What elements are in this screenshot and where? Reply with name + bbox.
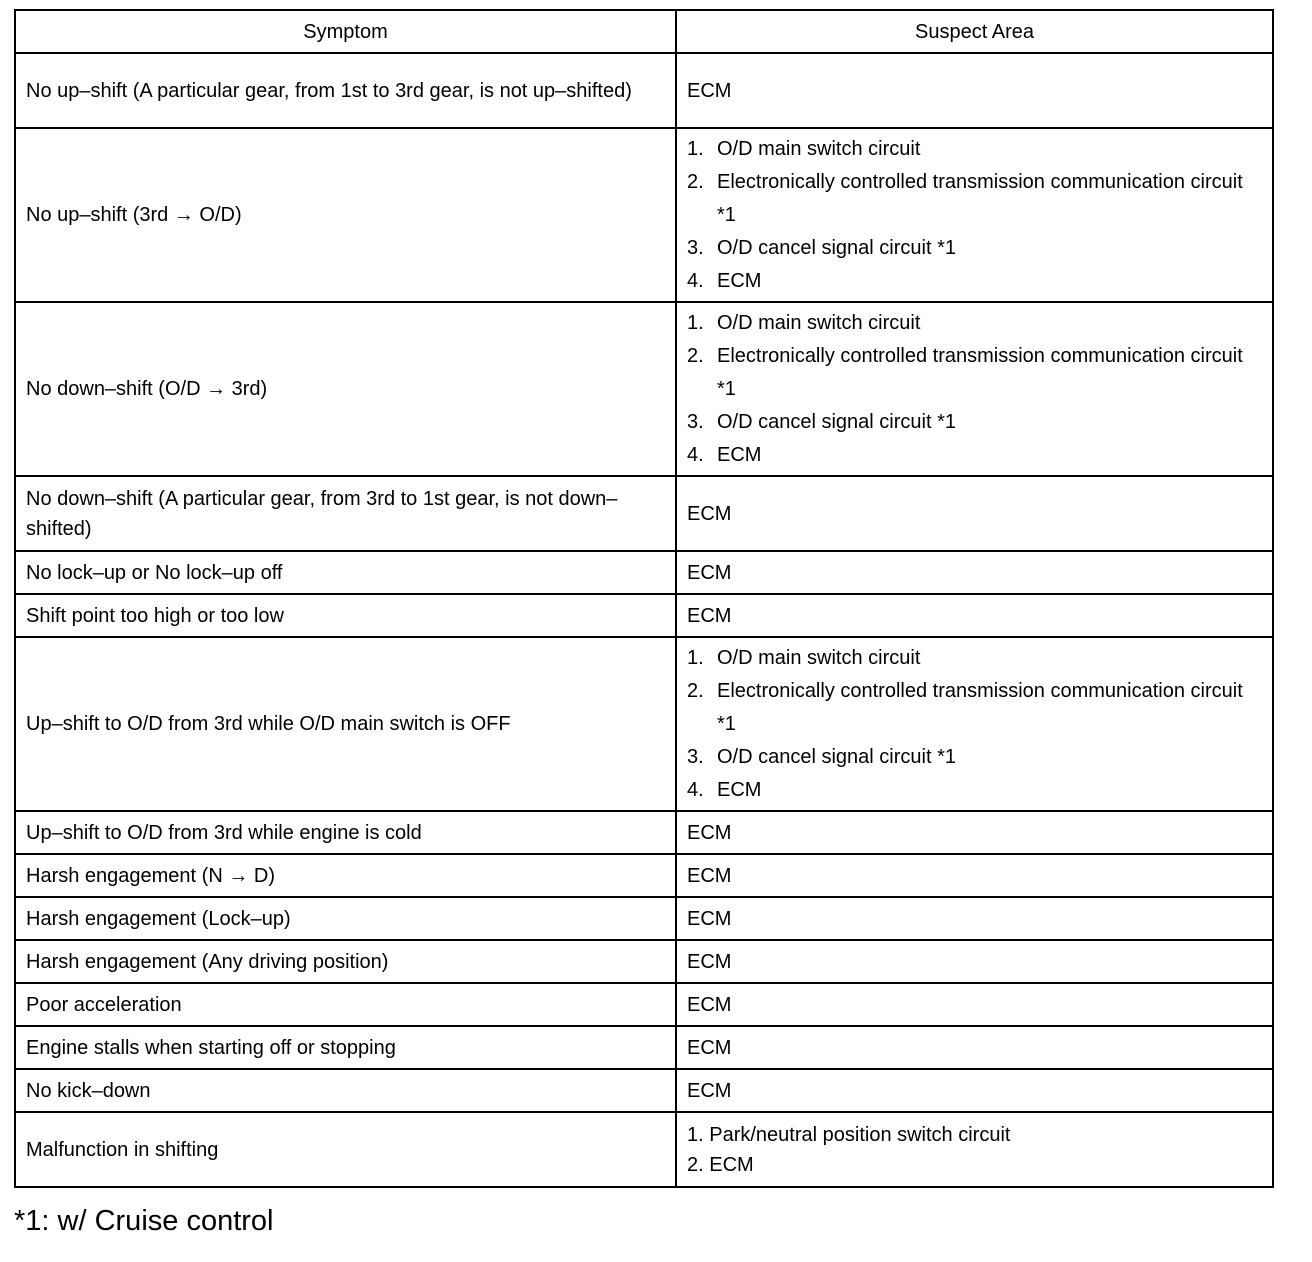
- symptom-cell: Poor acceleration: [15, 983, 676, 1026]
- symptom-cell: Up–shift to O/D from 3rd while O/D main switch is OFF: [15, 637, 676, 811]
- symptom-table: [14, 9, 1274, 1188]
- table-row: [15, 811, 1273, 854]
- table-row: [15, 302, 1273, 476]
- suspect-cell: [676, 1112, 1273, 1187]
- symptom-cell: No kick–down: [15, 1069, 676, 1112]
- symptom-cell: Shift point too high or too low: [15, 594, 676, 637]
- list-item: 2. Electronically controlled transmission communication circuit *1: [687, 344, 1243, 400]
- table-row: [15, 476, 1273, 551]
- symptom-cell: No up–shift (3rd → O/D): [15, 128, 676, 302]
- list-item: 3. O/D cancel signal circuit *1: [687, 745, 956, 768]
- symptom-cell: No down–shift (O/D → 3rd): [15, 302, 676, 476]
- list-item: 1. O/D main switch circuit: [687, 311, 921, 334]
- header-symptom: Symptom: [15, 10, 676, 53]
- suspect-cell: ECM: [676, 594, 1273, 637]
- list-item: 2. Electronically controlled transmission communication circuit *1: [687, 170, 1243, 226]
- list-item: 3. O/D cancel signal circuit *1: [687, 236, 956, 259]
- suspect-cell: [676, 637, 1273, 811]
- list-item: 1. Park/neutral position switch circuit: [687, 1123, 1011, 1146]
- suspect-list: [687, 1120, 1262, 1180]
- symptom-cell: No up–shift (A particular gear, from 1st to 3rd gear, is not up–shifted): [15, 53, 676, 128]
- symptom-cell: Harsh engagement (N → D): [15, 854, 676, 897]
- symptom-cell: Harsh engagement (Lock–up): [15, 897, 676, 940]
- suspect-list: [687, 642, 1262, 807]
- suspect-list: [687, 307, 1262, 472]
- list-item: 4. ECM: [687, 269, 762, 292]
- list-item: 1. O/D main switch circuit: [687, 646, 921, 669]
- table-row: [15, 551, 1273, 594]
- list-item: 2. ECM: [687, 1153, 754, 1176]
- symptom-cell: Malfunction in shifting: [15, 1112, 676, 1187]
- list-item: 3. O/D cancel signal circuit *1: [687, 410, 956, 433]
- suspect-cell: ECM: [676, 983, 1273, 1026]
- table-row: [15, 1069, 1273, 1112]
- table-row: [15, 854, 1273, 897]
- symptom-cell: No down–shift (A particular gear, from 3rd to 1st gear, is not down–shifted): [15, 476, 676, 551]
- header-suspect-area: Suspect Area: [676, 10, 1273, 53]
- symptom-cell: No lock–up or No lock–up off: [15, 551, 676, 594]
- suspect-cell: ECM: [676, 854, 1273, 897]
- symptom-cell: Engine stalls when starting off or stopping: [15, 1026, 676, 1069]
- table-row: [15, 1112, 1273, 1187]
- suspect-cell: ECM: [676, 1026, 1273, 1069]
- suspect-cell: [676, 128, 1273, 302]
- suspect-cell: ECM: [676, 811, 1273, 854]
- table-row: [15, 1026, 1273, 1069]
- table-row: [15, 637, 1273, 811]
- list-item: 2. Electronically controlled transmission communication circuit *1: [687, 679, 1243, 735]
- symptom-cell: Up–shift to O/D from 3rd while engine is cold: [15, 811, 676, 854]
- table-row: [15, 53, 1273, 128]
- suspect-cell: ECM: [676, 897, 1273, 940]
- list-item: 4. ECM: [687, 443, 762, 466]
- table-row: [15, 128, 1273, 302]
- suspect-cell: ECM: [676, 940, 1273, 983]
- symptom-cell: Harsh engagement (Any driving position): [15, 940, 676, 983]
- suspect-cell: ECM: [676, 53, 1273, 128]
- list-item: 4. ECM: [687, 778, 762, 801]
- table-row: [15, 897, 1273, 940]
- footnote: *1: w/ Cruise control: [14, 1205, 274, 1237]
- table-row: [15, 940, 1273, 983]
- suspect-cell: ECM: [676, 476, 1273, 551]
- table-row: [15, 983, 1273, 1026]
- table-row: [15, 594, 1273, 637]
- suspect-cell: [676, 302, 1273, 476]
- suspect-cell: ECM: [676, 551, 1273, 594]
- suspect-cell: ECM: [676, 1069, 1273, 1112]
- list-item: 1. O/D main switch circuit: [687, 137, 921, 160]
- suspect-list: [687, 133, 1262, 298]
